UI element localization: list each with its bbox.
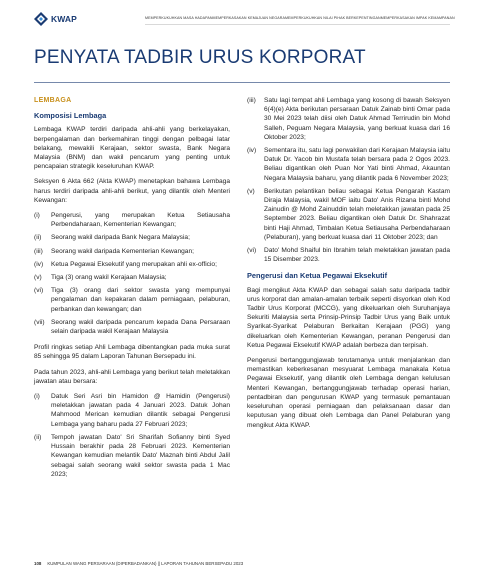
- list-item: [34, 273, 230, 282]
- title-divider: [34, 82, 450, 83]
- header: [0, 0, 480, 30]
- list-item: [34, 247, 230, 256]
- list-number: (i): [34, 393, 40, 401]
- section-heading-pengerusi: Pengerusi dan Ketua Pegawai Eksekutif: [247, 271, 388, 281]
- list-text: Seorang wakil daripada pencarum kepada Dana Persaraan selain daripada wakil Kerajaan Malaysia: [51, 318, 230, 336]
- header-nav: [145, 16, 455, 21]
- logo-text: KWAP: [51, 14, 77, 24]
- paragraph: Pengerusi bertanggungjawab terutamanya untuk menjalankan dan memastikan keberkesanan mesyuarat Lembaga manakala Ketua Pegawai Eksekutif, yang dilantik oleh Lembaga dengan kelulusan Menteri Kewangan, bertanggungjawab terhadap operasi harian, pentadbiran dan pengurusan KWAP yang termasuk pemantauan keseluruhan operasi perniagaan dan pelaksanaan dasar dan keputusan yang dibuat oleh Lembaga dan Panel Pelaburan yang mengikut Akta KWAP.: [247, 357, 450, 429]
- nav-item-kemajuan-negara[interactable]: MEMPERKASAKAN KEMAJUAN NEGARA: [212, 16, 285, 20]
- paragraph: Bagi mengikut Akta KWAP dan sebagai salah satu daripada tadbir urus korporat dan amalan-amalan terbaik seperti disyorkan oleh Kod Tadbir Urus Korporat (MCCG), yang dikeluarkan oleh Suruhanjaya Sekuriti Malaysia serta Prinsip-Prinsip Tadbir Urus yang Baik untuk Syarikat-Syarikat Pelaburan Berkaitan Kerajaan (PGG) yang dikeluarkan oleh Kementerian Kewangan, peranan Pengerusi dan Ketua Pegawai Eksekutif KWAP adalah berbeza dan terpisah.: [247, 286, 450, 349]
- footer: [34, 561, 243, 566]
- list-text: Sementara itu, satu lagi perwakilan dari Kerajaan Malaysia iaitu Datuk Dr. Yacob bin Mustafa telah bersara pada 2 Ogos 2023. Beliau digantikan oleh Puan Nor Yati binti Ahmad, Akauntan Negara Malaysia baharu, yang dilantik pada 6 November 2023;: [264, 147, 450, 182]
- section-heading-komposisi: Komposisi Lembaga: [34, 111, 107, 121]
- nav-item-impak-kemampanan[interactable]: MEMPERKASAKAN IMPAK KEMAMPANAN: [380, 16, 455, 20]
- list-text: Tiga (3) orang dari sektor swasta yang mempunyai pengalaman dan kepakaran dalam perniagaan, pelaburan, perbankan dan kewangan; dan: [51, 287, 230, 313]
- list-number: (iii): [34, 247, 43, 255]
- list-number: (ii): [34, 433, 42, 441]
- nav-item-pihak-berkepentingan[interactable]: MEMPERKUKUHKAN NILAI PIHAK BERKEPENTINGAN: [284, 16, 381, 20]
- list-number: (v): [34, 274, 42, 282]
- list-text: Satu lagi tempat ahli Lembaga yang kosong di bawah Seksyen 6(4)(e) Akta berikutan persaraan Datuk Zainab binti Omar pada 30 Mei 2023 telah diisi oleh Datuk Ahmad Terrirudin bin Mohd Salleh, Peguam Negara Malaysia, yang berkuat kuasa dari 16 Oktober 2023;: [264, 97, 450, 141]
- page-number: 108: [34, 561, 42, 566]
- list-text: Seorang wakil daripada Bank Negara Malaysia;: [51, 234, 190, 242]
- left-column: [34, 96, 230, 483]
- paragraph: Seksyen 6 Akta 662 (Akta KWAP) menetapkan bahawa Lembaga harus terdiri daripada ahli-ahli berikut, yang dilantik oleh Menteri Kewangan:: [34, 178, 230, 204]
- list-item: [34, 233, 230, 242]
- list-text: Ketua Pegawai Eksekutif yang merupakan ahli ex-officio;: [51, 260, 217, 268]
- list-number: (i): [34, 212, 40, 220]
- list-text: Dato' Mohd Shaiful bin Ibrahim telah meletakkan jawatan pada 15 Disember 2023.: [264, 247, 450, 264]
- list-number: (ii): [34, 234, 42, 242]
- list-text: Pengerusi, yang merupakan Ketua Setiausaha Perbendaharaan, Kementerian Kewangan;: [51, 212, 230, 229]
- list-number: (iii): [247, 97, 256, 104]
- list-item: [247, 187, 450, 242]
- list-number: (iv): [34, 260, 44, 268]
- footer-text: KUMPULAN WANG PERSARAAN (DIPERBADANKAN) || LAPORAN TAHUNAN BERSEPADU 2023: [47, 561, 244, 566]
- page-title: PENYATA TADBIR URUS KORPORAT: [34, 47, 366, 68]
- list-text: Datuk Seri Asri bin Hamidon @ Hamidin (Pengerusi) meletakkan jawatan pada 4 Januari 2023. Datuk Johan Mahmood Merican kemudian dilantik sebagai Pengerusi Lembaga yang baharu pada 27 Februari 2023;: [51, 393, 230, 428]
- kwap-logo-icon: [34, 12, 48, 26]
- list-number: (iv): [247, 147, 257, 155]
- list-item: [247, 96, 450, 142]
- list-number: (vi): [34, 287, 44, 295]
- list-text: Tiga (3) orang wakil Kerajaan Malaysia;: [51, 274, 167, 282]
- list-text: Seorang wakil daripada Kementerian Kewangan;: [51, 247, 194, 255]
- list-item: [34, 211, 230, 229]
- list-item: [34, 433, 230, 479]
- list-item: [247, 146, 450, 183]
- nav-item-masa-hadapan[interactable]: MEMPERKUKUHKAN MASA HADAPAN: [145, 16, 213, 20]
- list-number: (vii): [34, 318, 45, 326]
- list-item: [34, 318, 230, 336]
- right-column: [247, 96, 450, 436]
- list-item: [34, 392, 230, 429]
- list-item: [247, 246, 450, 264]
- paragraph: Pada tahun 2023, ahli-ahli Lembaga yang berikut telah meletakkan jawatan atau bersara:: [34, 368, 230, 385]
- section-label: LEMBAGA: [34, 97, 72, 104]
- list-text: Berikutan pelantikan beliau sebagai Ketua Pengarah Kastam Diraja Malaysia, wakil MOF iaitu Dato' Anis Rizana binti Mohd Zainudin @ Mohd Zainuddin telah meletakkan jawatan pada 25 September 2023. Beliau digantikan oleh Datuk Dr. Shahrazat binti Haji Ahmad, Timbalan Ketua Setiausaha Perbendaharaan (Pelaburan), yang berkuat kuasa dari 11 Oktober 2023; dan: [264, 187, 450, 241]
- list-number: (v): [247, 187, 255, 195]
- paragraph: Profil ringkas setiap Ahli Lembaga dibentangkan pada muka surat 85 sehingga 95 dalam Laporan Tahunan Bersepadu ini.: [34, 344, 230, 361]
- list-text: Tempoh jawatan Dato' Sri Sharifah Sofianny binti Syed Hussain berakhir pada 28 Februari 2023. Kementerian Kewangan kemudian melantik Dato' Maznah binti Abdul Jalil sebagai salah seorang wakil sektor swasta pada 1 Mac 2023;: [51, 433, 230, 478]
- list-item: [34, 286, 230, 314]
- list-number: (vi): [247, 247, 257, 255]
- kwap-logo[interactable]: [34, 12, 77, 26]
- header-divider: [145, 24, 450, 25]
- list-item: [34, 260, 230, 269]
- paragraph: Lembaga KWAP terdiri daripada ahli-ahli yang berkelayakan, berpengalaman dan berkemahiran tinggi dengan pelbagai latar belakang, mewakili Kerajaan, sektor swasta, Bank Negara Malaysia (BNM) dan wakil pencarum yang penting untuk pencapaian strategik keseluruhan KWAP.: [34, 126, 230, 171]
